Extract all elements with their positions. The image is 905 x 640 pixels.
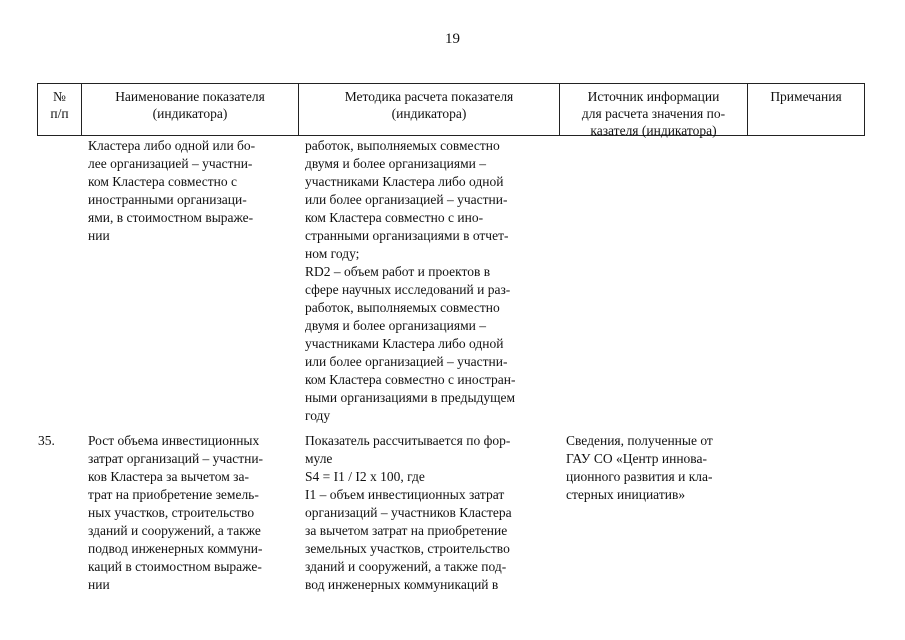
text-line: участниками Кластера либо одной [305, 336, 504, 351]
text-line: странными организациями в отчет- [305, 228, 509, 243]
text-line: S4 = I1 / I2 x 100, где [305, 469, 425, 484]
header-notes [748, 84, 865, 135]
text-line: ными организациями в предыдущем [305, 390, 516, 405]
text-line: за вычетом затрат на приобретение [305, 523, 508, 538]
text-line: организаций – участников Кластера [305, 505, 512, 520]
header-line: Наименование показателя [115, 89, 265, 104]
text-line: земельных участков, строительство [305, 541, 510, 556]
text-line: I1 – объем инвестиционных затрат [305, 487, 505, 502]
text-line: вод инженерных коммуникаций в [305, 577, 499, 592]
text-line: Рост объема инвестиционных [88, 433, 260, 448]
text-line: работок, выполняемых совместно [305, 300, 500, 315]
text-line: ном году; [305, 246, 360, 261]
text-line: ционного развития и кла- [566, 469, 713, 484]
text-line: ков Кластера за вычетом за- [88, 469, 249, 484]
header-line: Примечания [770, 89, 842, 104]
text-line: участниками Кластера либо одной [305, 174, 504, 189]
continuation-indicator-name [88, 137, 255, 245]
text-line: работок, выполняемых совместно [305, 138, 500, 153]
text-line: подвод инженерных коммуни- [88, 541, 263, 556]
text-line: Кластера либо одной или бо- [88, 138, 256, 153]
header-line: (индикатора) [152, 106, 228, 121]
text-line: ком Кластера совместно с ино- [305, 210, 484, 225]
row-35-calculation-method [305, 432, 512, 594]
text-line: трат на приобретение земель- [88, 487, 259, 502]
text-line: каций в стоимостном выраже- [88, 559, 262, 574]
text-line: Сведения, полученные от [566, 433, 713, 448]
text-line: иностранными организаци- [88, 192, 247, 207]
text-line: зданий и сооружений, а также [88, 523, 261, 538]
text-line: ных участков, строительство [88, 505, 255, 520]
text-line: стерных инициатив» [566, 487, 686, 502]
table-header [37, 83, 865, 136]
header-line: Методика расчета показателя [344, 89, 514, 104]
text-line: двумя и более организациями – [305, 318, 486, 333]
text-line: Показатель рассчитывается по фор- [305, 433, 511, 448]
text-line: муле [305, 451, 333, 466]
text-line: году [305, 408, 331, 423]
text-line: ком Кластера совместно с [88, 174, 238, 189]
header-indicator-name [82, 84, 299, 135]
header-line: (индикатора) [391, 106, 467, 121]
text-line: лее организацией – участни- [88, 156, 253, 171]
header-line: п/п [50, 106, 69, 121]
text-line: или более организацией – участни- [305, 192, 508, 207]
text-line: нии [88, 577, 110, 592]
text-line: RD2 – объем работ и проектов в [305, 264, 491, 279]
header-line: Источник информации [587, 89, 720, 104]
header-line: казателя (индикатора) [590, 123, 717, 138]
text-line: нии [88, 228, 110, 243]
text-line: или более организацией – участни- [305, 354, 508, 369]
header-calculation-method [299, 84, 560, 135]
header-line: для расчета значения по- [581, 106, 726, 121]
text-line: ями, в стоимостном выраже- [88, 210, 254, 225]
row-35-number: 35. [38, 433, 55, 448]
text-line: двумя и более организациями – [305, 156, 486, 171]
text-line: зданий и сооружений, а также под- [305, 559, 507, 574]
header-line: № [53, 89, 66, 104]
header-information-source [560, 84, 748, 138]
row-35-indicator-name [88, 432, 263, 594]
header-number [38, 84, 82, 135]
continuation-calculation-method [305, 137, 515, 425]
text-line: затрат организаций – участни- [88, 451, 264, 466]
page-number: 19 [445, 31, 460, 47]
text-line: ГАУ СО «Центр иннова- [566, 451, 707, 466]
text-line: сфере научных исследований и раз- [305, 282, 511, 297]
text-line: ком Кластера совместно с иностран- [305, 372, 516, 387]
row-35-information-source [566, 432, 713, 504]
